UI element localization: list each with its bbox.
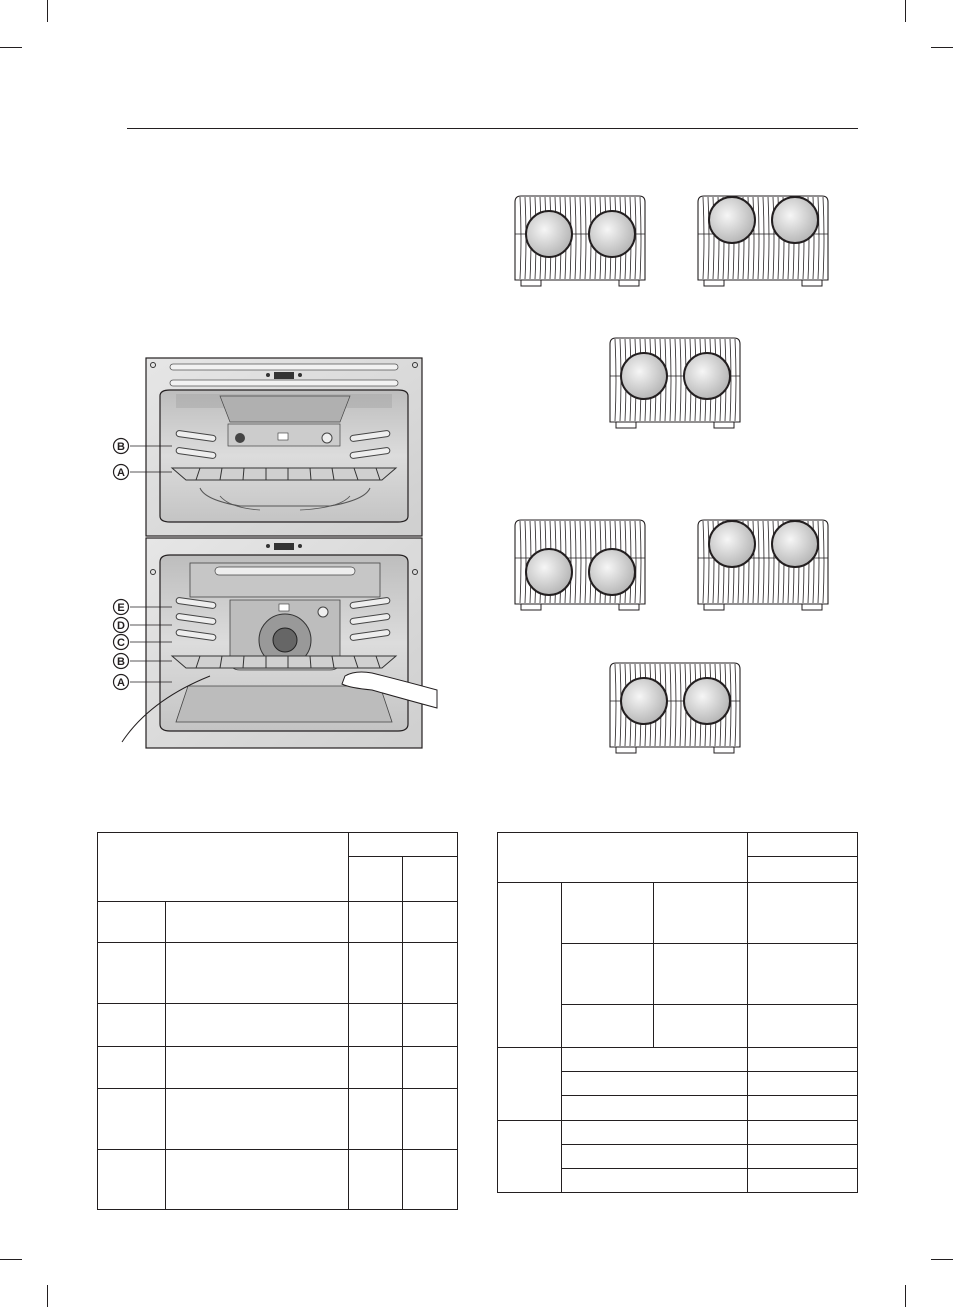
rack-with-pans-icon [515,196,645,286]
rack-with-pans-icon [610,338,740,428]
crop-mark-bottom-left-h [0,1259,22,1260]
oven-illustration [110,352,450,752]
left-table-row [98,1004,458,1046]
left-table-row [98,1088,458,1149]
left-table-head-main [98,833,349,902]
right-table-head-group [748,833,858,857]
pan-icon [526,211,572,257]
pan-icon [526,549,572,595]
left-table-row [98,902,458,943]
right-table-row [498,883,858,943]
rack-label-lower-b: B [117,656,125,668]
rack-with-pans-icon [515,520,645,610]
left-table-row [98,1046,458,1088]
rack-label-lower-a: A [117,677,125,689]
right-table [497,832,858,1193]
right-table-head-col [748,857,858,883]
pan-icon [709,521,755,567]
left-table-head-col-2 [403,857,458,902]
rack-label-upper-b: B [117,441,125,453]
left-table-head-col-1 [349,857,403,902]
pan-icon [772,197,818,243]
rack-pans-area [500,185,850,765]
right-table-row [498,1120,858,1144]
pan-icon [589,211,635,257]
rack-label-lower-c: C [117,637,125,649]
upper-rack [172,468,396,480]
crop-mark-bottom-left-v [47,1285,48,1307]
crop-mark-top-left-h [0,47,22,48]
pan-icon [621,678,667,724]
left-table-head-group [349,833,458,857]
crop-mark-bottom-right-h [931,1259,953,1260]
pan-icon [709,197,755,243]
rack-label-lower-d: D [117,620,125,632]
crop-mark-top-left-v [47,0,48,22]
crop-mark-top-right-v [905,0,906,22]
pan-icon [684,678,730,724]
left-table-row [98,1149,458,1209]
left-table [97,832,458,1210]
right-table-row [498,1048,858,1072]
rack-with-pans-icon [698,196,828,286]
crop-mark-top-right-h [931,47,953,48]
rack-with-pans-icon [610,663,740,753]
pan-icon [621,353,667,399]
pan-icon [772,521,818,567]
pan-icon [589,549,635,595]
crop-mark-bottom-right-v [905,1285,906,1307]
right-table-head-main [498,833,748,883]
rack-label-upper-a: A [117,467,125,479]
header-rule [127,128,858,129]
pan-icon [684,353,730,399]
left-table-row [98,943,458,1004]
rack-with-pans-icon [698,520,828,610]
rack-label-lower-e: E [117,602,125,614]
lower-rack [172,656,396,668]
